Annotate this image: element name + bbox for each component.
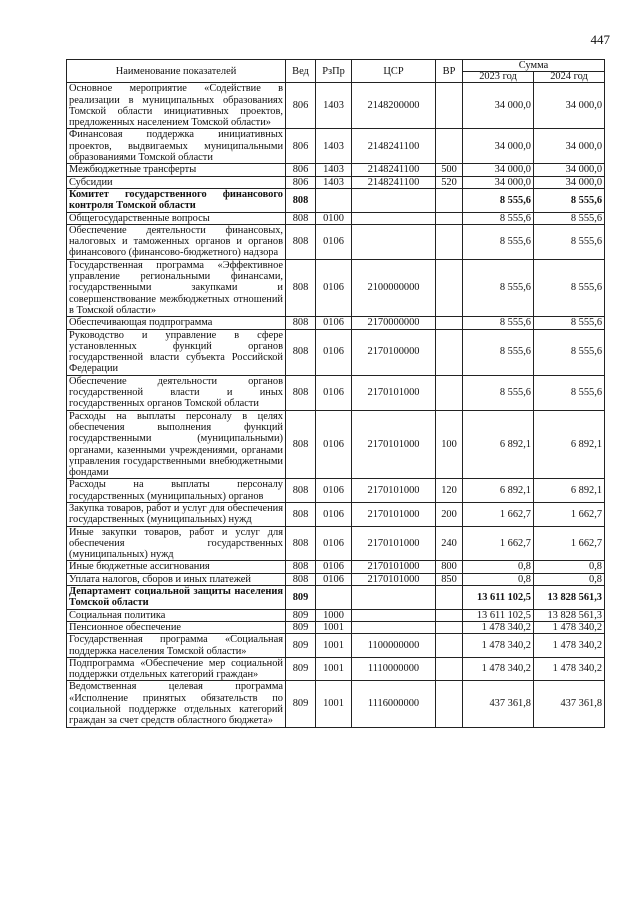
row-csr xyxy=(352,609,436,621)
row-vr xyxy=(436,657,463,681)
row-name: Обеспечение деятельности органов государственной власти и иных государственных органов Томской области xyxy=(67,375,286,410)
table-row xyxy=(67,657,605,681)
row-vr: 520 xyxy=(436,176,463,188)
row-vr xyxy=(436,224,463,259)
table-row xyxy=(67,329,605,375)
row-sum-2024: 1 478 340,2 xyxy=(534,621,605,633)
row-csr: 2170101000 xyxy=(352,502,436,526)
row-vr xyxy=(436,375,463,410)
row-name: Обеспечивающая подпрограмма xyxy=(67,317,286,329)
table-row xyxy=(67,188,605,212)
header-year-2023: 2023 год xyxy=(463,72,534,83)
row-sum-2023: 1 478 340,2 xyxy=(463,657,534,681)
row-sum-2023: 13 611 102,5 xyxy=(463,586,534,610)
page-number: 447 xyxy=(590,32,610,47)
table-row xyxy=(67,129,605,164)
table-row xyxy=(67,164,605,176)
table-row xyxy=(67,586,605,610)
row-sum-2024: 8 555,6 xyxy=(534,259,605,316)
row-sum-2024: 34 000,0 xyxy=(534,164,605,176)
row-csr: 2170100000 xyxy=(352,329,436,375)
table-row xyxy=(67,212,605,224)
row-sum-2023: 34 000,0 xyxy=(463,176,534,188)
header-ved: Вед xyxy=(286,60,316,83)
row-name: Подпрограмма «Обеспечение мер социальной поддержки отдельных категорий граждан» xyxy=(67,657,286,681)
table-row xyxy=(67,621,605,633)
row-name: Закупка товаров, работ и услуг для обеспечения государственных (муниципальных) нужд xyxy=(67,502,286,526)
row-rzpr: 1403 xyxy=(316,176,352,188)
table-row xyxy=(67,681,605,727)
header-rzpr: РзПр xyxy=(316,60,352,83)
row-csr: 2170101000 xyxy=(352,573,436,585)
row-name: Иные закупки товаров, работ и услуг для обеспечения государственных (муниципальных) нужд xyxy=(67,526,286,561)
table-row xyxy=(67,573,605,585)
row-ved: 808 xyxy=(286,329,316,375)
row-ved: 806 xyxy=(286,164,316,176)
row-csr: 2170101000 xyxy=(352,526,436,561)
row-ved: 808 xyxy=(286,375,316,410)
header-vr: ВР xyxy=(436,60,463,83)
row-csr: 1116000000 xyxy=(352,681,436,727)
row-rzpr: 0106 xyxy=(316,526,352,561)
row-sum-2023: 8 555,6 xyxy=(463,188,534,212)
row-vr xyxy=(436,329,463,375)
row-name: Государственная программа «Социальная поддержка населения Томской области» xyxy=(67,634,286,658)
row-csr xyxy=(352,188,436,212)
row-ved: 808 xyxy=(286,561,316,573)
row-sum-2024: 437 361,8 xyxy=(534,681,605,727)
row-sum-2024: 8 555,6 xyxy=(534,188,605,212)
row-ved: 808 xyxy=(286,526,316,561)
row-ved: 809 xyxy=(286,657,316,681)
row-sum-2023: 1 662,7 xyxy=(463,526,534,561)
row-sum-2024: 13 828 561,3 xyxy=(534,609,605,621)
table-row xyxy=(67,224,605,259)
row-ved: 809 xyxy=(286,586,316,610)
row-vr xyxy=(436,188,463,212)
row-rzpr: 1001 xyxy=(316,681,352,727)
row-sum-2024: 1 662,7 xyxy=(534,502,605,526)
row-sum-2023: 34 000,0 xyxy=(463,83,534,129)
row-sum-2023: 1 478 340,2 xyxy=(463,621,534,633)
row-name: Межбюджетные трансферты xyxy=(67,164,286,176)
row-rzpr: 1403 xyxy=(316,164,352,176)
row-ved: 808 xyxy=(286,212,316,224)
row-sum-2024: 8 555,6 xyxy=(534,224,605,259)
row-vr xyxy=(436,621,463,633)
budget-table xyxy=(66,59,605,728)
row-vr: 120 xyxy=(436,479,463,503)
row-csr: 2148241100 xyxy=(352,176,436,188)
row-ved: 806 xyxy=(286,83,316,129)
row-ved: 808 xyxy=(286,479,316,503)
row-ved: 808 xyxy=(286,502,316,526)
row-name: Департамент социальной защиты населения Томской области xyxy=(67,586,286,610)
row-csr: 2170101000 xyxy=(352,375,436,410)
row-vr: 200 xyxy=(436,502,463,526)
row-rzpr: 1001 xyxy=(316,634,352,658)
row-name: Пенсионное обеспечение xyxy=(67,621,286,633)
row-sum-2024: 6 892,1 xyxy=(534,410,605,479)
row-csr: 1110000000 xyxy=(352,657,436,681)
row-sum-2024: 0,8 xyxy=(534,573,605,585)
row-csr: 1100000000 xyxy=(352,634,436,658)
row-vr: 800 xyxy=(436,561,463,573)
table-body xyxy=(67,83,605,727)
row-sum-2024: 13 828 561,3 xyxy=(534,586,605,610)
row-name: Руководство и управление в сфере установленных функций органов государственной власти субъекта Российской Федерации xyxy=(67,329,286,375)
table-row xyxy=(67,479,605,503)
row-sum-2024: 34 000,0 xyxy=(534,83,605,129)
row-rzpr: 1403 xyxy=(316,129,352,164)
header-year-2024: 2024 год xyxy=(534,72,605,83)
row-name: Субсидии xyxy=(67,176,286,188)
row-sum-2023: 34 000,0 xyxy=(463,164,534,176)
row-name: Общегосударственные вопросы xyxy=(67,212,286,224)
row-vr xyxy=(436,317,463,329)
row-rzpr: 1403 xyxy=(316,83,352,129)
row-name: Обеспечение деятельности финансовых, налоговых и таможенных органов и органов финансового (финансово-бюджетного) надзора xyxy=(67,224,286,259)
row-sum-2023: 8 555,6 xyxy=(463,212,534,224)
table-row xyxy=(67,609,605,621)
row-sum-2023: 34 000,0 xyxy=(463,129,534,164)
row-rzpr: 0106 xyxy=(316,329,352,375)
header-csr: ЦСР xyxy=(352,60,436,83)
row-rzpr xyxy=(316,586,352,610)
header-sum: Сумма xyxy=(463,60,605,72)
row-sum-2023: 0,8 xyxy=(463,561,534,573)
table-row xyxy=(67,259,605,316)
row-csr: 2170101000 xyxy=(352,479,436,503)
row-sum-2023: 8 555,6 xyxy=(463,259,534,316)
row-ved: 808 xyxy=(286,259,316,316)
row-sum-2024: 34 000,0 xyxy=(534,176,605,188)
row-vr: 100 xyxy=(436,410,463,479)
row-rzpr: 1001 xyxy=(316,657,352,681)
row-vr xyxy=(436,634,463,658)
row-sum-2023: 6 892,1 xyxy=(463,410,534,479)
row-sum-2023: 6 892,1 xyxy=(463,479,534,503)
row-name: Уплата налогов, сборов и иных платежей xyxy=(67,573,286,585)
row-sum-2023: 8 555,6 xyxy=(463,317,534,329)
row-sum-2024: 6 892,1 xyxy=(534,479,605,503)
table-row xyxy=(67,317,605,329)
row-rzpr: 1000 xyxy=(316,609,352,621)
row-sum-2024: 8 555,6 xyxy=(534,329,605,375)
row-name: Расходы на выплаты персоналу государственных (муниципальных) органов xyxy=(67,479,286,503)
row-rzpr: 0106 xyxy=(316,317,352,329)
row-name: Иные бюджетные ассигнования xyxy=(67,561,286,573)
row-csr xyxy=(352,212,436,224)
row-vr: 240 xyxy=(436,526,463,561)
row-vr xyxy=(436,129,463,164)
table-row xyxy=(67,561,605,573)
row-rzpr: 0106 xyxy=(316,561,352,573)
row-name: Расходы на выплаты персоналу в целях обеспечения выполнения функций государственными (муниципальными) органами, казенными учреждениями, органами управления государственными внебюджетными фондами xyxy=(67,410,286,479)
row-csr: 2170101000 xyxy=(352,410,436,479)
header-name: Наименование показателей xyxy=(67,60,286,83)
row-ved: 808 xyxy=(286,224,316,259)
row-ved: 808 xyxy=(286,573,316,585)
table-row xyxy=(67,83,605,129)
row-csr xyxy=(352,224,436,259)
row-name: Государственная программа «Эффективное управление региональными финансами, государственными закупками и совершенствование межбюджетных отношений в Томской области» xyxy=(67,259,286,316)
row-name: Комитет государственного финансового контроля Томской области xyxy=(67,188,286,212)
row-csr: 2100000000 xyxy=(352,259,436,316)
row-name: Ведомственная целевая программа «Исполнение принятых обязательств по социальной поддержке отдельных категорий граждан за счет средств областного бюджета» xyxy=(67,681,286,727)
row-csr: 2148200000 xyxy=(352,83,436,129)
row-rzpr: 0106 xyxy=(316,375,352,410)
row-vr xyxy=(436,83,463,129)
row-sum-2023: 1 662,7 xyxy=(463,502,534,526)
row-sum-2024: 1 478 340,2 xyxy=(534,657,605,681)
row-rzpr: 0106 xyxy=(316,410,352,479)
row-sum-2024: 8 555,6 xyxy=(534,375,605,410)
row-ved: 809 xyxy=(286,609,316,621)
row-csr: 2170000000 xyxy=(352,317,436,329)
row-ved: 809 xyxy=(286,681,316,727)
row-ved: 809 xyxy=(286,634,316,658)
row-rzpr: 0100 xyxy=(316,212,352,224)
row-vr: 850 xyxy=(436,573,463,585)
row-sum-2023: 8 555,6 xyxy=(463,329,534,375)
row-rzpr: 0106 xyxy=(316,573,352,585)
row-sum-2023: 8 555,6 xyxy=(463,224,534,259)
row-rzpr xyxy=(316,188,352,212)
row-vr xyxy=(436,586,463,610)
row-ved: 806 xyxy=(286,129,316,164)
row-rzpr: 0106 xyxy=(316,259,352,316)
row-sum-2024: 8 555,6 xyxy=(534,212,605,224)
row-sum-2023: 13 611 102,5 xyxy=(463,609,534,621)
row-csr xyxy=(352,621,436,633)
row-ved: 808 xyxy=(286,317,316,329)
row-sum-2023: 437 361,8 xyxy=(463,681,534,727)
row-sum-2024: 1 662,7 xyxy=(534,526,605,561)
row-sum-2024: 8 555,6 xyxy=(534,317,605,329)
row-csr: 2148241100 xyxy=(352,164,436,176)
row-ved: 808 xyxy=(286,410,316,479)
row-sum-2023: 8 555,6 xyxy=(463,375,534,410)
row-sum-2024: 34 000,0 xyxy=(534,129,605,164)
row-ved: 808 xyxy=(286,188,316,212)
row-vr xyxy=(436,259,463,316)
row-vr xyxy=(436,681,463,727)
table-row xyxy=(67,634,605,658)
table-row xyxy=(67,410,605,479)
row-rzpr: 0106 xyxy=(316,224,352,259)
row-csr: 2148241100 xyxy=(352,129,436,164)
row-vr: 500 xyxy=(436,164,463,176)
row-name: Финансовая поддержка инициативных проектов, выдвигаемых муниципальными образованиями Томской области xyxy=(67,129,286,164)
table-row xyxy=(67,502,605,526)
row-sum-2024: 1 478 340,2 xyxy=(534,634,605,658)
row-rzpr: 0106 xyxy=(316,479,352,503)
row-sum-2024: 0,8 xyxy=(534,561,605,573)
row-csr xyxy=(352,586,436,610)
row-name: Социальная политика xyxy=(67,609,286,621)
row-rzpr: 1001 xyxy=(316,621,352,633)
row-name: Основное мероприятие «Содействие в реализации в муниципальных образованиях Томской области инициативных проектов, предложенных населением Томской области» xyxy=(67,83,286,129)
row-rzpr: 0106 xyxy=(316,502,352,526)
table-row xyxy=(67,526,605,561)
table-row xyxy=(67,375,605,410)
row-sum-2023: 1 478 340,2 xyxy=(463,634,534,658)
row-vr xyxy=(436,609,463,621)
row-ved: 806 xyxy=(286,176,316,188)
row-vr xyxy=(436,212,463,224)
row-sum-2023: 0,8 xyxy=(463,573,534,585)
row-ved: 809 xyxy=(286,621,316,633)
row-csr: 2170101000 xyxy=(352,561,436,573)
table-row xyxy=(67,176,605,188)
